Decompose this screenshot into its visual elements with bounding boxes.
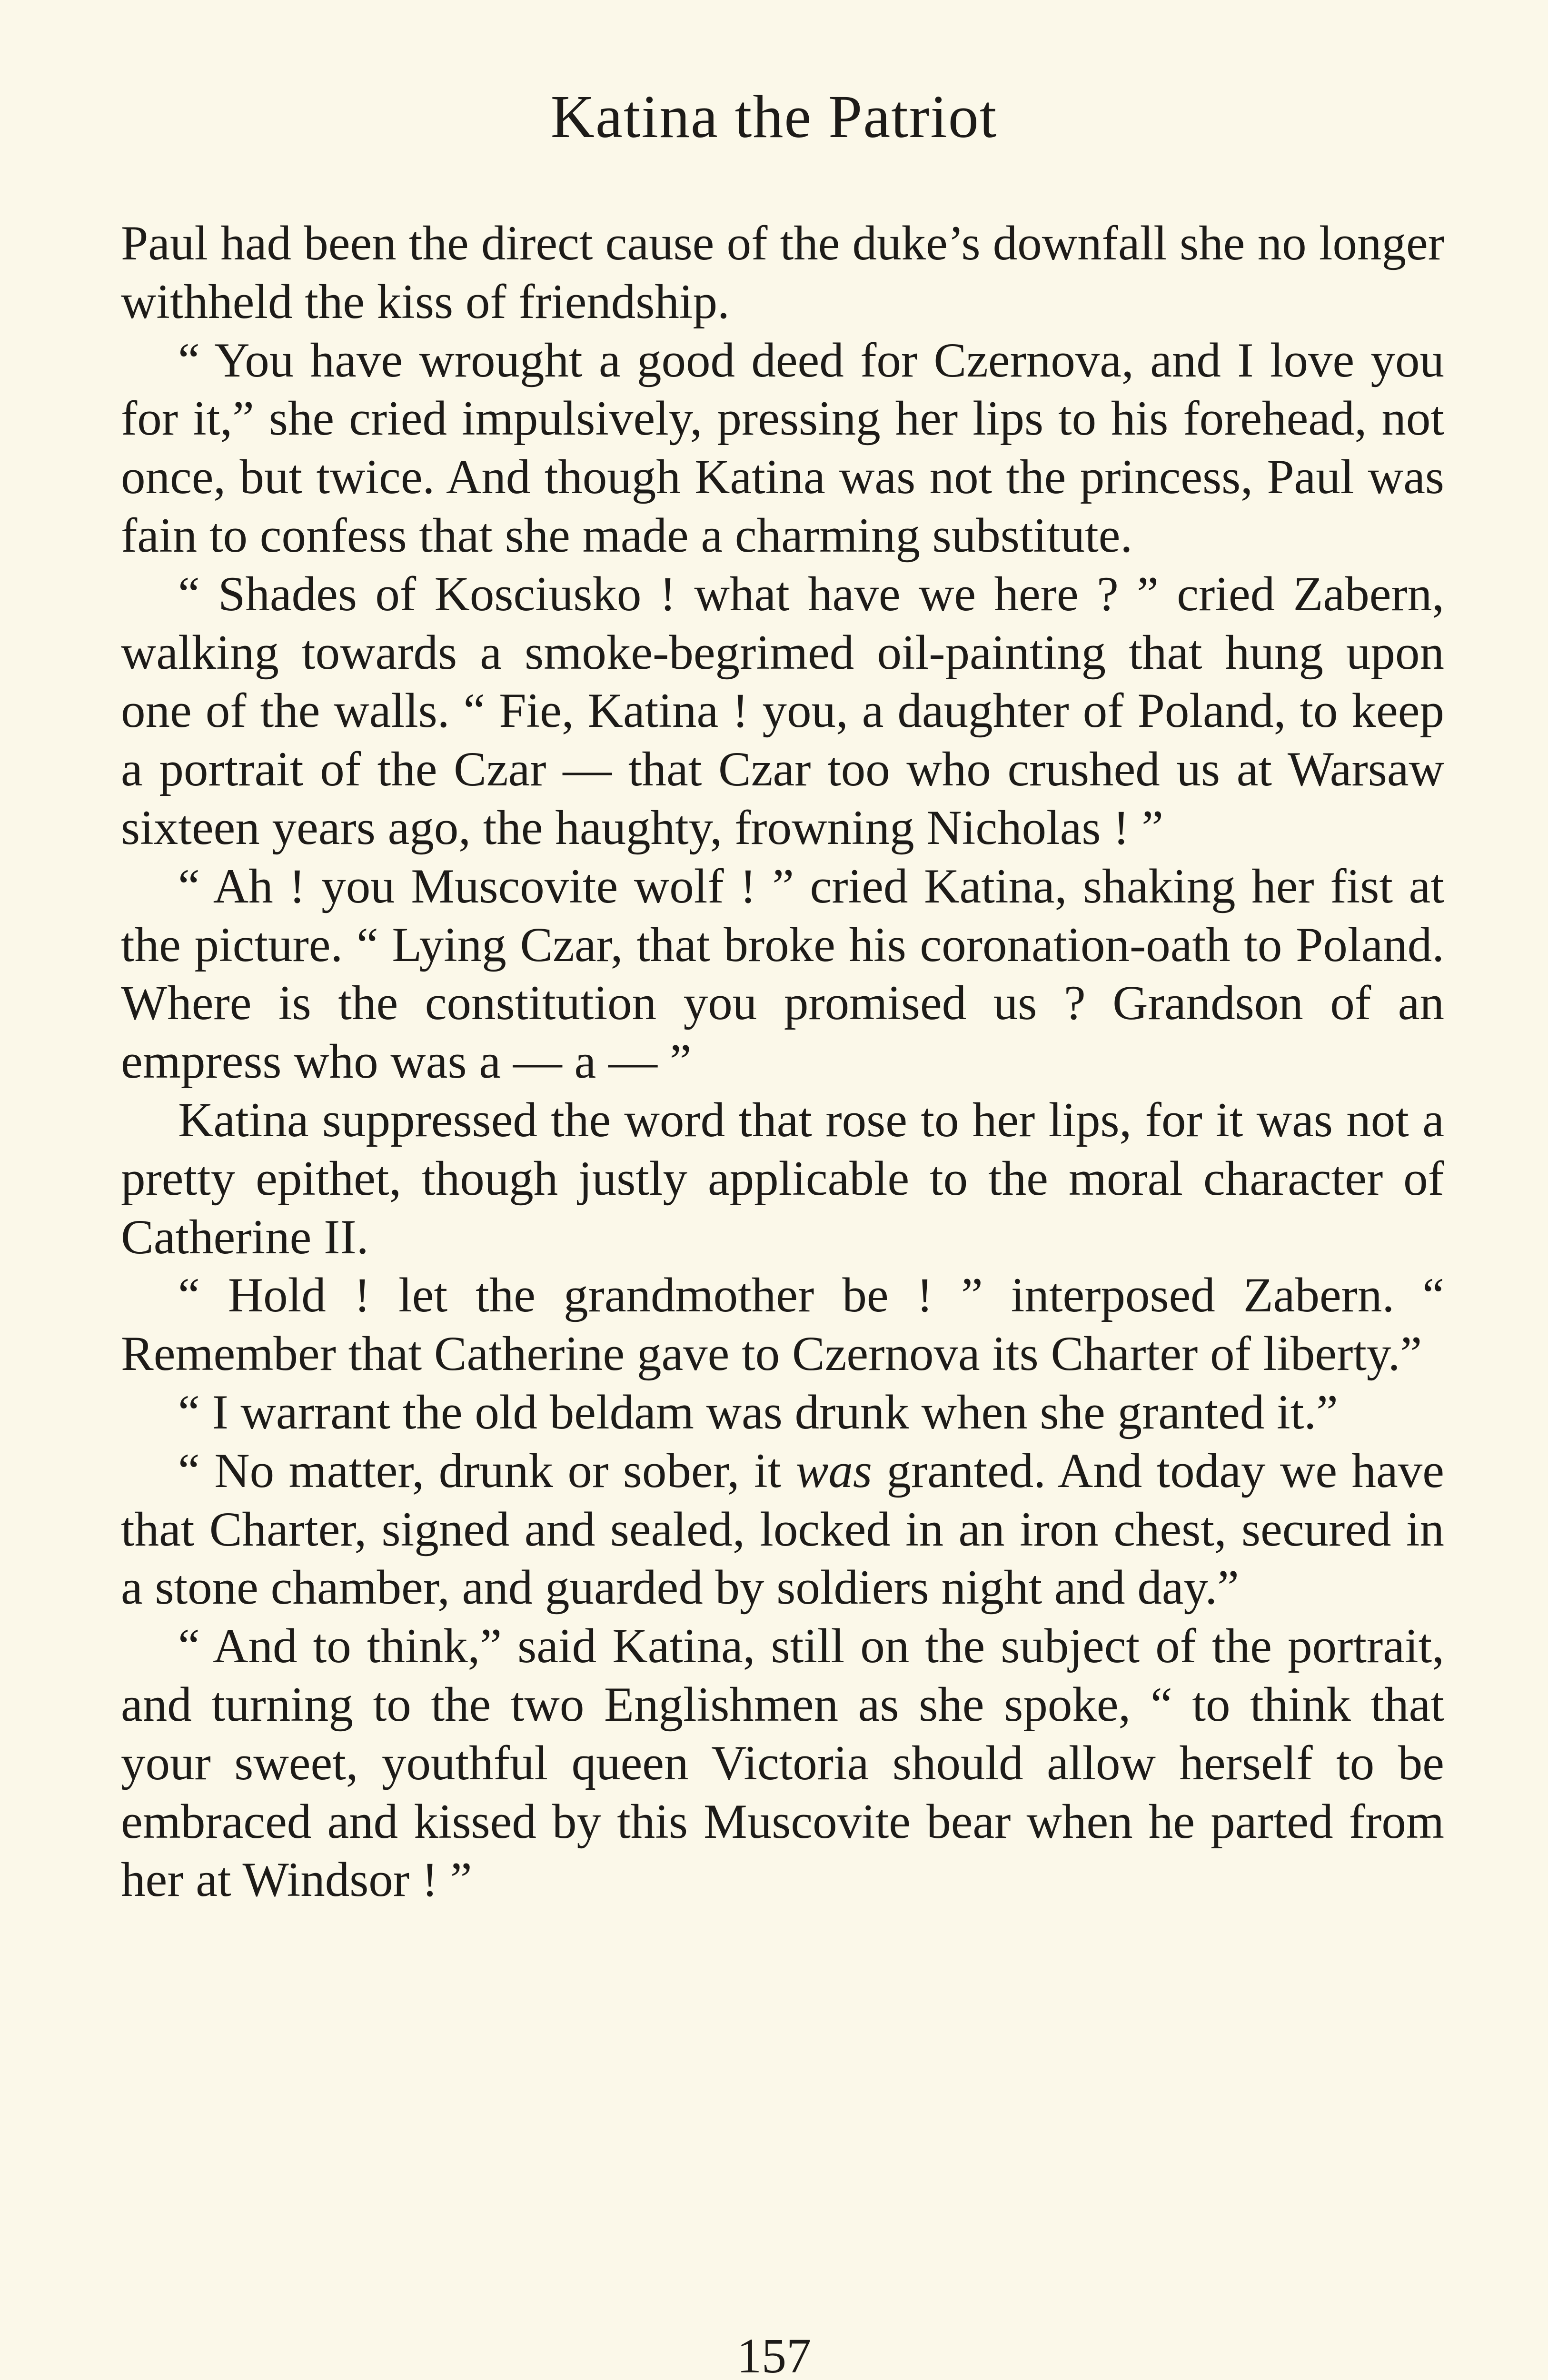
- paragraph: Paul had been the direct cause of the duke’s downfall she no longer withheld the kiss of friendship.: [121, 216, 1444, 329]
- paragraph: “ Ah ! you Muscovite wolf ! ” cried Katina, shaking her fist at the picture. “ Lying Czar, that broke his coronation-oath to Poland. Where is the constitution you promised us ? Grandson of an empress who was a — a — ”: [121, 859, 1444, 1089]
- paragraph-text: granted. And today we have that Charter, signed and sealed, locked in an iron chest, secured in a stone chamber, and guarded by soldiers night and day.”: [121, 1443, 1444, 1615]
- paragraph: “ Shades of Kosciusko ! what have we here ? ” cried Zabern, walking towards a smoke-begrimed oil-painting that hung upon one of the walls. “ Fie, Katina ! you, a daughter of Poland, to keep a portrait of the Czar — that Czar too who crushed us at Warsaw sixteen years ago, the haughty, frowning Nicholas ! ”: [121, 566, 1444, 855]
- page-header-title: Katina the Patriot: [550, 83, 998, 150]
- emphasized-word: was: [795, 1443, 872, 1498]
- paragraph: “ Hold ! let the grandmother be ! ” interposed Zabern. “ Remember that Catherine gave to Czernova its Charter of liberty.”: [121, 1268, 1444, 1381]
- paragraph-with-emphasis: [121, 1442, 1444, 1617]
- page-number: 157: [737, 2329, 811, 2380]
- paragraph: “ And to think,” said Katina, still on the subject of the portrait, and turning to the two Englishmen as she spoke, “ to think that your sweet, youthful queen Victoria should allow herself to be embraced and kissed by this Muscovite bear when he parted from her at Windsor ! ”: [121, 1619, 1444, 1907]
- paragraph: Katina suppressed the word that rose to her lips, for it was not a pretty epithet, though justly applicable to the moral character of Catherine II.: [121, 1092, 1444, 1264]
- paragraph-text: “ No matter, drunk or sober, it: [178, 1443, 796, 1498]
- body-text: [121, 214, 1444, 1909]
- paragraph: “ I warrant the old beldam was drunk when she granted it.”: [178, 1385, 1338, 1439]
- paragraph: “ You have wrought a good deed for Czernova, and I love you for it,” she cried impulsively, pressing her lips to his forehead, not once, but twice. And though Katina was not the princess, Paul was fain to confess that she made a charming substitute.: [121, 333, 1444, 563]
